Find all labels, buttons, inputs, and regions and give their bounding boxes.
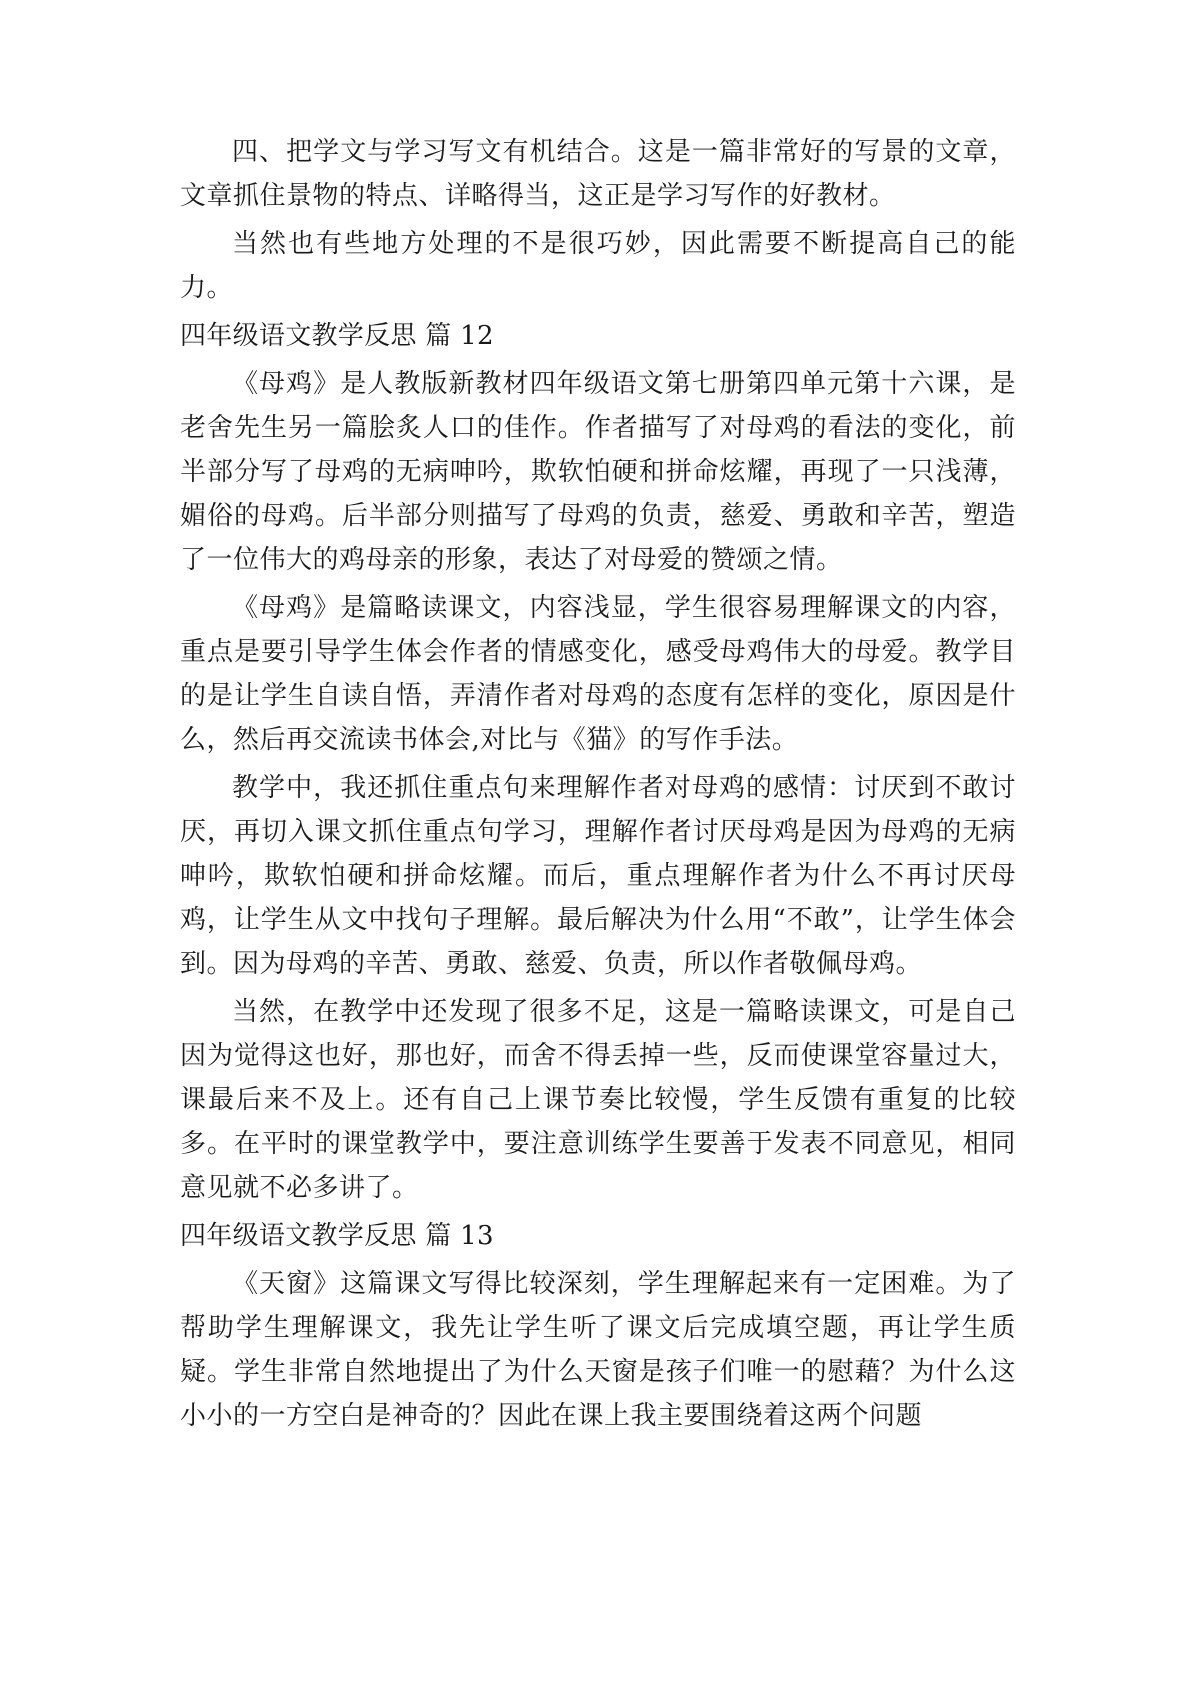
paragraph-hen-intro: 《母鸡》是人教版新教材四年级语文第七册第四单元第十六课，是老舍先生另一篇脍炙人口的佳作。作者描写了对母鸡的看法的变化，前半部分写了母鸡的无病呻吟，欺软怕硬和拼命炫耀，再现了一只浅薄，媚俗的母鸡。后半部分则描写了母鸡的负责，慈爱、勇敢和辛苦，塑造了一位伟大的鸡母亲的形象，表达了对母爱的赞颂之情。 — [180, 369, 1016, 575]
section-heading-13: 四年级语文教学反思 篇 13 — [180, 1221, 494, 1251]
paragraph-skylight: 《天窗》这篇课文写得比较深刻，学生理解起来有一定困难。为了帮助学生理解课文，我先让学生听了课文后完成填空题，再让学生质疑。学生非常自然地提出了为什么天窗是孩子们唯一的慰藉？为什么这小小的一方空白是神奇的？因此在课上我主要围绕着这两个问题 — [180, 1269, 1016, 1431]
paragraph-integrate-writing: 四、把学文与学习写文有机结合。这是一篇非常好的写景的文章，文章抓住景物的特点、详略得当，这正是学习写作的好教材。 — [180, 137, 1016, 211]
paragraph-improve-ability: 当然也有些地方处理的不是很巧妙，因此需要不断提高自己的能力。 — [180, 229, 1016, 303]
section-heading-12: 四年级语文教学反思 篇 12 — [180, 321, 494, 351]
paragraph-hen-teaching: 教学中，我还抓住重点句来理解作者对母鸡的感情：讨厌到不敢讨厌，再切入课文抓住重点句学习，理解作者讨厌母鸡是因为母鸡的无病呻吟，欺软怕硬和拼命炫耀。而后，重点理解作者为什么不再讨厌母鸡，让学生从文中找句子理解。最后解决为什么用“不敢”，让学生体会到。因为母鸡的辛苦、勇敢、慈爱、负责，所以作者敬佩母鸡。 — [180, 773, 1016, 979]
paragraph-hen-shortcomings: 当然，在教学中还发现了很多不足，这是一篇略读课文，可是自己因为觉得这也好，那也好，而舍不得丢掉一些，反而使课堂容量过大，课最后来不及上。还有自己上课节奏比较慢，学生反馈有重复的比较多。在平时的课堂教学中，要注意训练学生要善于发表不同意见，相同意见就不必多讲了。 — [180, 997, 1016, 1203]
paragraph-hen-reading: 《母鸡》是篇略读课文，内容浅显，学生很容易理解课文的内容，重点是要引导学生体会作者的情感变化，感受母鸡伟大的母爱。教学目的是让学生自读自悟，弄清作者对母鸡的态度有怎样的变化，原因是什么，然后再交流读书体会,对比与《猫》的写作手法。 — [180, 593, 1016, 755]
document-page — [180, 130, 1016, 1438]
